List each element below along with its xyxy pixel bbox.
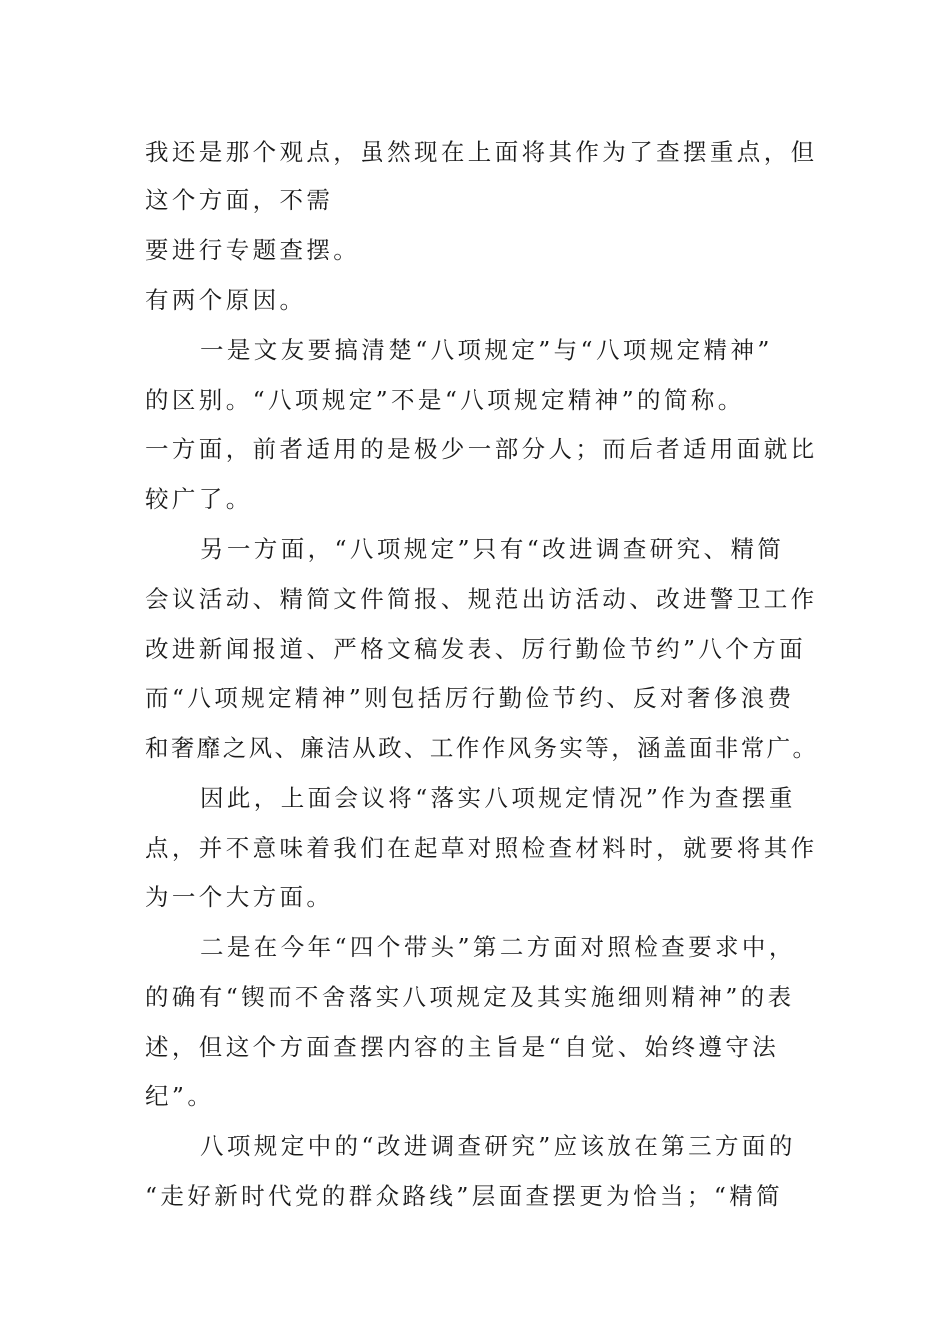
text-line: 一方面，前者适用的是极少一部分人；而后者适用面就比 — [145, 435, 818, 463]
text-line: 较广了。 — [145, 485, 253, 513]
paragraph-start: 八项规定中的“改进调查研究”应该放在第三方面的 — [200, 1132, 796, 1160]
paragraph-start: 另一方面，“八项规定”只有“改进调查研究、精简 — [200, 535, 785, 563]
text-line: 的区别。“八项规定”不是“八项规定精神”的简称。 — [145, 386, 745, 414]
text-line: 改进新闻报道、严格文稿发表、厉行勤俭节约”八个方面 — [145, 635, 807, 663]
text-line: 而“八项规定精神”则包括厉行勤俭节约、反对奢侈浪费 — [145, 684, 795, 712]
text-line: “走好新时代党的群众路线”层面查摆更为恰当；“精简 — [145, 1182, 784, 1210]
text-line: 为一个大方面。 — [145, 883, 334, 911]
paragraph-start: 因此，上面会议将“落实八项规定情况”作为查摆重 — [200, 784, 796, 812]
text-line: 的确有“锲而不舍落实八项规定及其实施细则精神”的表 — [145, 983, 795, 1011]
text-line: 和奢靡之风、廉洁从政、工作作风务实等，涵盖面非常广。 — [145, 734, 819, 762]
text-line: 这个方面，不需 — [145, 186, 334, 214]
text-line: 我还是那个观点，虽然现在上面将其作为了查摆重点，但 — [145, 138, 818, 166]
text-line: 纪”。 — [145, 1082, 215, 1110]
paragraph-start: 一是文友要搞清楚“八项规定”与“八项规定精神” — [200, 336, 773, 364]
text-line: 点，并不意味着我们在起草对照检查材料时，就要将其作 — [145, 834, 818, 862]
paragraph-start: 二是在今年“四个带头”第二方面对照检查要求中， — [200, 933, 796, 961]
text-line: 有两个原因。 — [145, 286, 307, 314]
text-line: 述，但这个方面查摆内容的主旨是“自觉、始终遵守法 — [145, 1033, 780, 1061]
text-line: 要进行专题查摆。 — [145, 236, 361, 264]
text-line: 会议活动、精简文件简报、规范出访活动、改进警卫工作 — [145, 585, 818, 613]
